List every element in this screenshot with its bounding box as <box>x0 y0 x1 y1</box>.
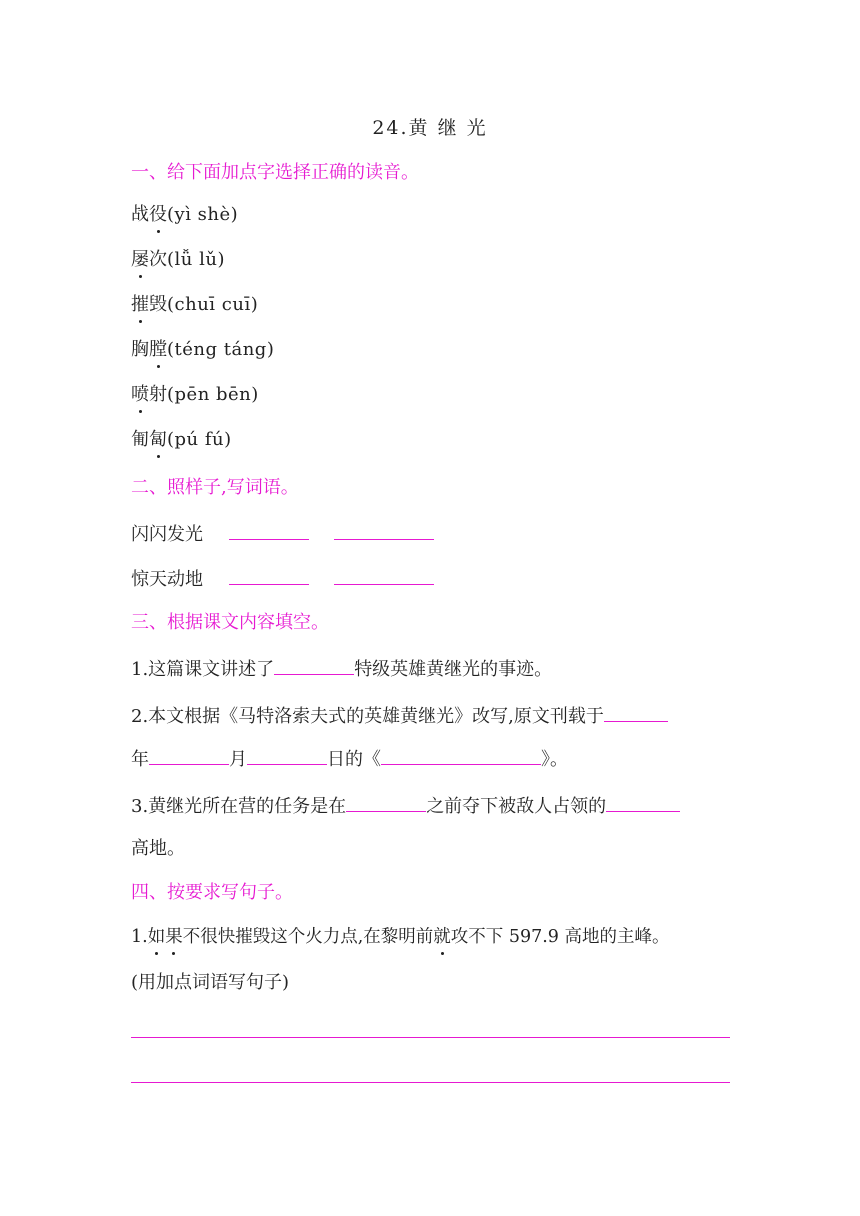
pinyin-options: (yì shè) <box>167 204 239 225</box>
section3-heading: 三、根据课文内容填空。 <box>131 612 329 633</box>
answer-line[interactable] <box>131 1037 730 1038</box>
pinyin-item-1 <box>131 203 238 227</box>
sentence-question-1 <box>131 925 670 949</box>
answer-blank[interactable] <box>229 566 309 585</box>
dotted-char: 如 <box>147 927 166 947</box>
answer-blank[interactable] <box>149 746 229 765</box>
answer-blank[interactable] <box>606 793 680 812</box>
section4-heading: 四、按要求写句子。 <box>131 882 293 903</box>
pinyin-item-5 <box>131 383 259 407</box>
answer-blank[interactable] <box>229 521 309 540</box>
dotted-char: 屡 <box>131 249 149 270</box>
dotted-char: 果 <box>165 927 183 947</box>
answer-blank[interactable] <box>334 566 434 585</box>
answer-blank[interactable] <box>381 746 541 765</box>
item-text: 匍 <box>131 429 149 450</box>
pinyin-item-2 <box>131 248 225 272</box>
dotted-char: 匐 <box>149 429 167 450</box>
answer-blank[interactable] <box>334 521 434 540</box>
question-text: 1. <box>131 927 148 947</box>
question-text: 高地。 <box>131 838 185 859</box>
pinyin-item-4 <box>131 338 274 362</box>
page-title: 24.黄 继 光 <box>372 117 488 139</box>
item-text: 次 <box>149 249 167 270</box>
question-text: 日的《 <box>327 749 381 770</box>
question-text: 年 <box>131 749 149 770</box>
item-text: 战 <box>131 204 149 225</box>
pinyin-options: (pēn bēn) <box>167 384 259 405</box>
question-text: 1.这篇课文讲述了 <box>131 659 275 680</box>
pinyin-options: (lǚ lǔ) <box>167 249 225 270</box>
question-text: 不很快摧毁这个火力点,在黎明前 <box>182 927 434 947</box>
pinyin-options: (téng táng) <box>167 339 275 360</box>
dotted-char: 就 <box>433 927 451 947</box>
pinyin-options: (pú fú) <box>167 429 232 450</box>
answer-line[interactable] <box>131 1082 730 1083</box>
dotted-char: 喷 <box>131 384 149 405</box>
section1-heading: 一、给下面加点字选择正确的读音。 <box>131 162 419 183</box>
fill-question-2-cont <box>131 746 568 772</box>
item-text: 胸 <box>131 339 149 360</box>
sentence-question-note: (用加点词语写句子) <box>131 972 290 993</box>
dotted-char: 役 <box>149 204 167 225</box>
answer-blank[interactable] <box>274 656 354 675</box>
fill-question-3-cont <box>131 837 185 861</box>
example-word: 闪闪发光 <box>131 524 203 545</box>
fill-question-2 <box>131 703 668 729</box>
example-row-2 <box>131 566 434 592</box>
dotted-char: 摧 <box>131 294 149 315</box>
item-text: 毁 <box>149 294 167 315</box>
question-text: 特级英雄黄继光的事迹。 <box>354 659 553 680</box>
answer-blank[interactable] <box>247 746 327 765</box>
example-row-1 <box>131 521 434 547</box>
pinyin-item-3 <box>131 293 258 317</box>
question-text: 3.黄继光所在营的任务是在 <box>131 796 347 817</box>
fill-question-3 <box>131 793 680 819</box>
fill-question-1 <box>131 656 552 682</box>
answer-blank[interactable] <box>604 703 668 722</box>
section2-heading: 二、照样子,写词语。 <box>131 477 299 498</box>
dotted-char: 膛 <box>149 339 167 360</box>
item-text: 射 <box>149 384 167 405</box>
question-text: 攻不下 597.9 高地的主峰。 <box>450 927 670 947</box>
question-text: 月 <box>229 749 247 770</box>
question-text: 之前夺下被敌人占领的 <box>426 796 607 817</box>
pinyin-options: (chuī cuī) <box>167 294 259 315</box>
question-text: 2.本文根据《马特洛索夫式的英雄黄继光》改写,原文刊载于 <box>131 706 604 727</box>
pinyin-item-6 <box>131 428 232 452</box>
example-word: 惊天动地 <box>131 569 203 590</box>
answer-blank[interactable] <box>346 793 426 812</box>
question-text: 》。 <box>541 749 568 770</box>
